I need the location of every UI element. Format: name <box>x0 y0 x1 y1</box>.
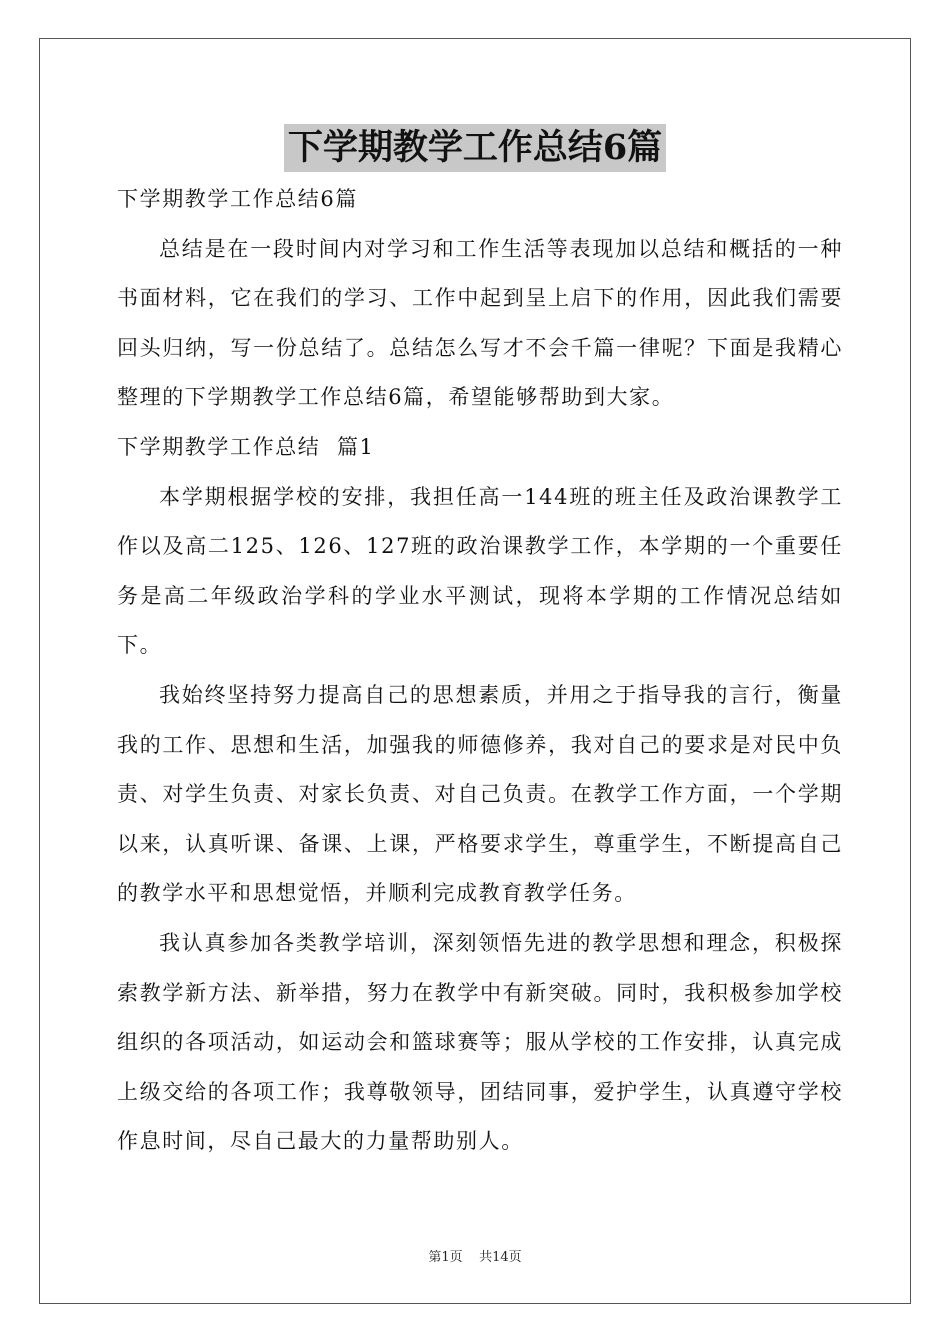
section-paragraph-2: 我始终坚持努力提高自己的思想素质，并用之于指导我的言行，衡量我的工作、思想和生活，加强我的师德修养，我对自己的要求是对民中负责、对学生负责、对家长负责、对自己负责。在教学工作方面，一个学期以来，认真听课、备课、上课，严格要求学生，尊重学生，不断提高自己的教学水平和思想觉悟，并顺利完成教育教学任务。 <box>117 682 843 906</box>
page-footer <box>0 1246 950 1265</box>
document-title: 下学期教学工作总结6篇 <box>284 124 666 172</box>
intro-paragraph: 总结是在一段时间内对学习和工作生活等表现加以总结和概括的一种书面材料，它在我们的学习、工作中起到呈上启下的作用，因此我们需要回头归纳，写一份总结了。总结怎么写才不会千篇一律呢？下面是我精心整理的下学期教学工作总结6篇，希望能够帮助到大家。 <box>117 236 843 410</box>
document-body <box>117 175 843 1167</box>
page-number: 第1页 共14页 <box>428 1250 522 1265</box>
section-heading: 下学期教学工作总结 篇1 <box>117 434 375 459</box>
title-wrapper <box>0 124 950 172</box>
document-subtitle: 下学期教学工作总结6篇 <box>117 187 358 211</box>
section-paragraph-1: 本学期根据学校的安排，我担任高一144班的班主任及政治课教学工作以及高二125、126、127班的政治课教学工作，本学期的一个重要任务是高二年级政治学科的学业水平测试，现将本学期的工作情况总结如下。 <box>117 484 843 658</box>
section-paragraph-3: 我认真参加各类教学培训，深刻领悟先进的教学思想和理念，积极探索教学新方法、新举措，努力在教学中有新突破。同时，我积极参加学校组织的各项活动，如运动会和篮球赛等；服从学校的工作安排，认真完成上级交给的各项工作；我尊敬领导，团结同事，爱护学生，认真遵守学校作息时间，尽自己最大的力量帮助别人。 <box>117 930 843 1154</box>
